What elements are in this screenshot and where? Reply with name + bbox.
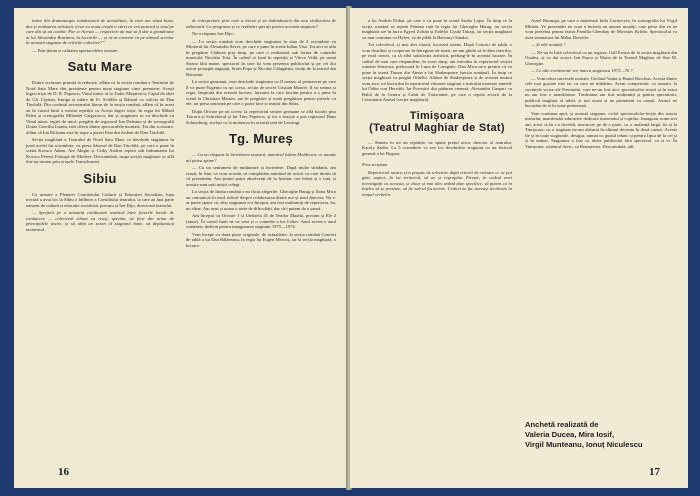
section-title-timisoara: Timișoara (Teatrul Maghiar de Stat) <box>369 109 505 134</box>
section-title-sibiu: Sibiu <box>83 170 117 186</box>
timisoara-question-2: — Ce alte evenimente vor marca stagiunea 1975—76 ? <box>531 68 633 73</box>
tg-mures-paragraph-4: Vom începe cu două piese originale, de actualitate: la secția română Concert de tablă a lui Dan Bălăreanu, în regia lui Eugen Mercuș, iar la secția maghiară, o lucrare. <box>186 231 336 248</box>
tg-mures-continued-1: a lui András Dobai, pe care o va pune în scenă Szabo Lajos. În timp ce la secția română se repetă Paiuma rață în regia lui Gheorghe Harag, iar secția maghiară are în lucru Egyed Zoltán și Erdélyi Gyula Tokaji, iar secția maghiară va mai continua cu Hyber, ca de pildă la Hatvanyi Sándor. <box>362 18 512 40</box>
tg-mures-paragraph-3: Am început cu Oricare 1 și Umbrela 45 de Teodor Mazilu, precum și Ele 2 (iunie). În cursul lunii ne va veni și o comedie a lui Cehov. Anul acesta e anul românesc dedicat pentru inaugurarea stagiunii 1975—1976. <box>186 213 336 229</box>
page-number-right: 17 <box>649 466 660 478</box>
intro-paragraph-2: — Prin ținuta și calitatea spectacolelor noastre. <box>32 47 119 53</box>
timisoara-answer-3: Vom continua apoi, și această stagiune, ciclul spectacolelor-lecție din istoria teatrului, manifestări educative dedicate tineretului și copiilor. Inaugurat acum trei ani, acest ciclu s-a dovedit, instructiv pe de o parte, cu o audiență largă, fie și la Timișoara; cu o stagiune ne-am alăturat în ultimul deceniu în două cazuri. Aceste fie și în toate stagiunile, desigur, numai cu gustul tehnic și pentru lipsa de la cel și și în numai. Stagiunea a fost cu ideea publicului fără spectacol, ca și ei. În Timișoara, sistemul firesc, ca Renașterea. Deocamdată, atît. <box>525 110 677 149</box>
authors-line-1: Valeria Ducea, Mira Iosif, <box>525 430 615 439</box>
left-column-1 <box>26 18 174 234</box>
satu-mare-paragraph-2: Secția maghiară a Teatrului de Nord Satu Mare va deschide stagiunea în jurul acelei lui octombrie, cu piesa Săracul de Dan Tărchilă, pe care o pune în scenă Kovacs Adam. Are Abigin și Csiky Andras repetă sub îndrumarea lui Kovacs Ferenc Fartuşțe de Moliere. Deocamdată, trupa secției maghiare se află într-un turneu prin orașele Transilvaniei. <box>26 137 174 164</box>
sibiu-answer-1: — La secția română vom deschide stagiunea în ziua de 2 octombrie cu Mesterul lui Alexandru Sever, pe care o pune în scenă Iulian Visa. Tot aici se afla în pregătire Căderea prin timp, pe care o realizează sub forma de comedie muzicală Nicoleta Toia. În cadrul ei lună în repetiții și Vârcu Vedă, pe urmă Strana fără nume, spectacol în care își vom prezenta publicului și pe cei doi actori proaspăt angajați, Sorin Popa și Nicolae Călugărița, veniți de la teatrul din Botoșani. <box>186 38 336 77</box>
sibiu-answer-3: După Oricare pe un cover, la repertoriul secției germane se află lucrări pisa Tracera și Schreberul și lui Tino Popescu, și tot o reacție a pus regizorul Hans Schuschnig, același ca la montarea în această țară de Lessingi. <box>186 108 336 125</box>
timisoara-question-1: — Și alte noutăți ? <box>531 42 566 47</box>
section-title-satu-mare: Satu Mare <box>67 59 133 74</box>
sibiu-paragraph-2: — Sprijinit pe o anumită colaborare trainică între forurile locale de conducere — colectivul sibian va reuși, sperăm, să fiesi din urma de principalele teatre, și să aibă un sezon al stagiunii bune, să depășească momentul. <box>26 210 174 232</box>
timisoara-answer-2: — Vom relua succesele noastre, Unchiul Vania și Bunul Bacchus. Acesta dintre cele mai gustate este iar cu care ne mîndrim. Avem compensări, ca urmare, la cuvintele scrise ale Premiului, care ne-au fost aici, spectatorilor noștri și în seara nu am fost o manifestare. Totdeauna am fost mulțumiți și pentru spectatorii, publicul maghiar al urbei, și noi acum și ne promitem cu orașul. Atunci ne bucurăm de ei în toate prietenești. <box>525 75 677 108</box>
intro-paragraph-1: tative din dramaturgia românească de actualitate, în care am văzut bune, dar și realizarea artistică, ni-ar ca noua creații a cărei ne eră punctul și noul pe care din să un cuvânt: Par ce Acesta — respective an mai ai fi dar a grandioase ai lui Alexandru Bratianu, în lucrările — și ni-ar conveni ca pe ultimul scriitor în această stagiune de criticile colective?” <box>26 18 174 45</box>
authors-line-2: Virgil Munteanu, Ionuț Niculescu <box>525 440 643 449</box>
sibiu-answer-2: La secția germană, vom deschide stagiunea cu Il mezzo al primavera pe care îl va pune Eugenio cu un corso, secția de secret Cristian Maurer. Il va semna și regia. Inspirată din această lucrare, lucrarea la care lucrăm pentru a o pune în scenă la Christian Maurer, are în pregătire și toată pregătirea pentru piesele cu ele, iar piesa urmează pe care o poate face și teatrul din Sibiu. <box>186 79 336 106</box>
sibiu-answer-intro: Ne-a răspuns Ion Dijo : <box>192 31 236 36</box>
tg-mures-paragraph-2: La secția de limba română s-au făcut alegerile. Gheorghe Harag și Ilona Mica au comunicat în mod ridicol despre colaborarea dintre noi și noul director. Nu s-ar putea spune că, deși stagiunea n-a început, am fost mulțumiți de repertoriu, ba, nu chiar. Am avut și acum o serie de dificultăți, dar să-i putem da o șansă. <box>186 189 336 211</box>
sibiu-question: de interpretare prin care a trecut și să dobîndească din nou strălucirea de odinioară. Ce programe și ce realizări sperați pentru această stagiune? <box>186 18 336 29</box>
authors-label: Anchetă realizată de <box>525 420 599 429</box>
tg-mures-continued-2: Tot colectivul, și mai ales tinerii, lucrează intens. După Concert de tablă, o vom distribui și cooperare în întregime de tineri, ne-am gîndit să le dăm tinerilor, pe noul sezon, ca să aibă satisfacția artistică, prelung-le în această lucrare. În cadrul de mai care răspundem, în acest timp, am introdus în repertoriul secției române Senzoria, prelucrată în Luna de Caragiale. Dan Mica ne-a promis că va pune în scenă Timon din Atena a lui Shakespeare (secția română). În timp ce secția maghiară va pregăti Othello. Alături de Shakespeare și de această muncă vom zice, tot încercăm în repertoriul viitoarei stagiuni a teatrului montare numele lui Ödön von Horváth. Iar Poveștiri din pădurea vieneză, Alexandru Gaspari cu Balul de la Centru și Calul de Tratwaniei, pe care o repetă actorii de la Constantin Anatol (secția maghiară). <box>362 42 512 102</box>
survey-authors <box>525 420 680 450</box>
tg-mures-question: — Ca un răspuns la întrebarea noastră, maestrul Iulian Moldovan, ce anume ați putea spune? <box>186 152 336 163</box>
tg-mures-paragraph-1: — Cu un sentiment de mulțumire și încredere. După multe strădanii, am reușit, în fine, ca vom acorda, să completăm numărul de actori cu care dorim să vă prezentăm. Am primit patru absolvenți de la Institut, trei băieți și o fată, și aceștia sunt noii noștri colegi. <box>186 165 336 187</box>
sibiu-paragraph-1: Ca urmare a Plenarei Comitetului Culturii și Educației Socialiste, luna trecută a avut loc la Sibiu o întîlnire a Consiliului teatrului, la care au luat parte oameni de cultură și educație socialistă, precum și Ion Dijo, directorul teatrului. <box>26 191 174 208</box>
left-page <box>14 8 347 488</box>
right-column-1 <box>362 18 512 199</box>
timisoara-paragraph-2: Aurel Burunga, pe care o montează Iuliu Cornovyes, în scenografia lui Virgil Mihăiu. Ye prezentări ne vom a încheia an anume noutăți, care piese din ea ne vom prezenta pentru teatru Familia Glembay de Miroslav Krleža. Spectacolul va avea semnatura lui Mihai Dreszler. <box>525 18 677 40</box>
right-page <box>350 8 688 488</box>
section-title-tg-mures: Tg. Mureș <box>228 131 294 146</box>
page-number-left: 16 <box>58 466 69 478</box>
right-column-2 <box>525 18 677 151</box>
post-scriptum-heading: Post scriptum <box>362 162 388 167</box>
timisoara-paragraph-1: — Sîntem în tot un repetiție, ne spune prețul actor, director al teatrului, Karoly Szabo. La 5 octombrie va ave loc deschidere stagiunii cu un festival general a lui Bognar. <box>362 139 512 156</box>
timisoara-answer-1: — Ne-au în listă colectivul cu un regizor, Gall Ernest de la secția maghiară din Oradea, și cu doi actori: Ion Pașcu și Maria de la Teatrul Maghiar de Stat M. Gheorghe. <box>525 49 677 66</box>
post-scriptum-text: Repertoriul nostru și-a propus să selecteze după criterii de valoare ce se pot găsi, aspect, în tot teritoriul, să ne și regrupăm. Firește, în cadrul unei investigații ca aceasta, și chiar și mai ales având date specifice, să putem ca în înțeles să se prezinte: să fie sub-ul fiu nevoie. Criticii ne fac aceeași recitivare în timpul verbelor. <box>362 169 512 197</box>
satu-mare-paragraph-1: Dintre scrisoare primită la redacție, aflăm că la secția română a Teatrului de Nord Satu Mare sînt prevăzute pentru noua stagiune cinci premiere: Acești îngeri triști de D. R. Popescu, Vinul nimic al la Tudor Mușatescu, Capul de răței de Gh. Ciprian, Intriga și iubire de Fr. Schiller și Băiatul cu colivia de Dan Tărchilă. Din cuvîntul secretarului literar de la secția română, aflăm că în acest an în cursul lunii a existat repetiții cu Acești îngeri triști, în regia lui Mihail Paleu și scenografia Mihaelei Grigorescu, dar și stagiunea se va deschide cu Vinul nimic regiei de mică, pregătit de regizorul Ion Deleanu și de scenografii Doina Gavriliu Ioanin, iată cîteva dintre spectacolele montate. Tot din scrisoare, aflăm că Ion Deleanu este în regie a piesei Fata din Ardeni de Dan Tărchilă. <box>26 80 174 135</box>
left-column-2 <box>186 18 336 250</box>
